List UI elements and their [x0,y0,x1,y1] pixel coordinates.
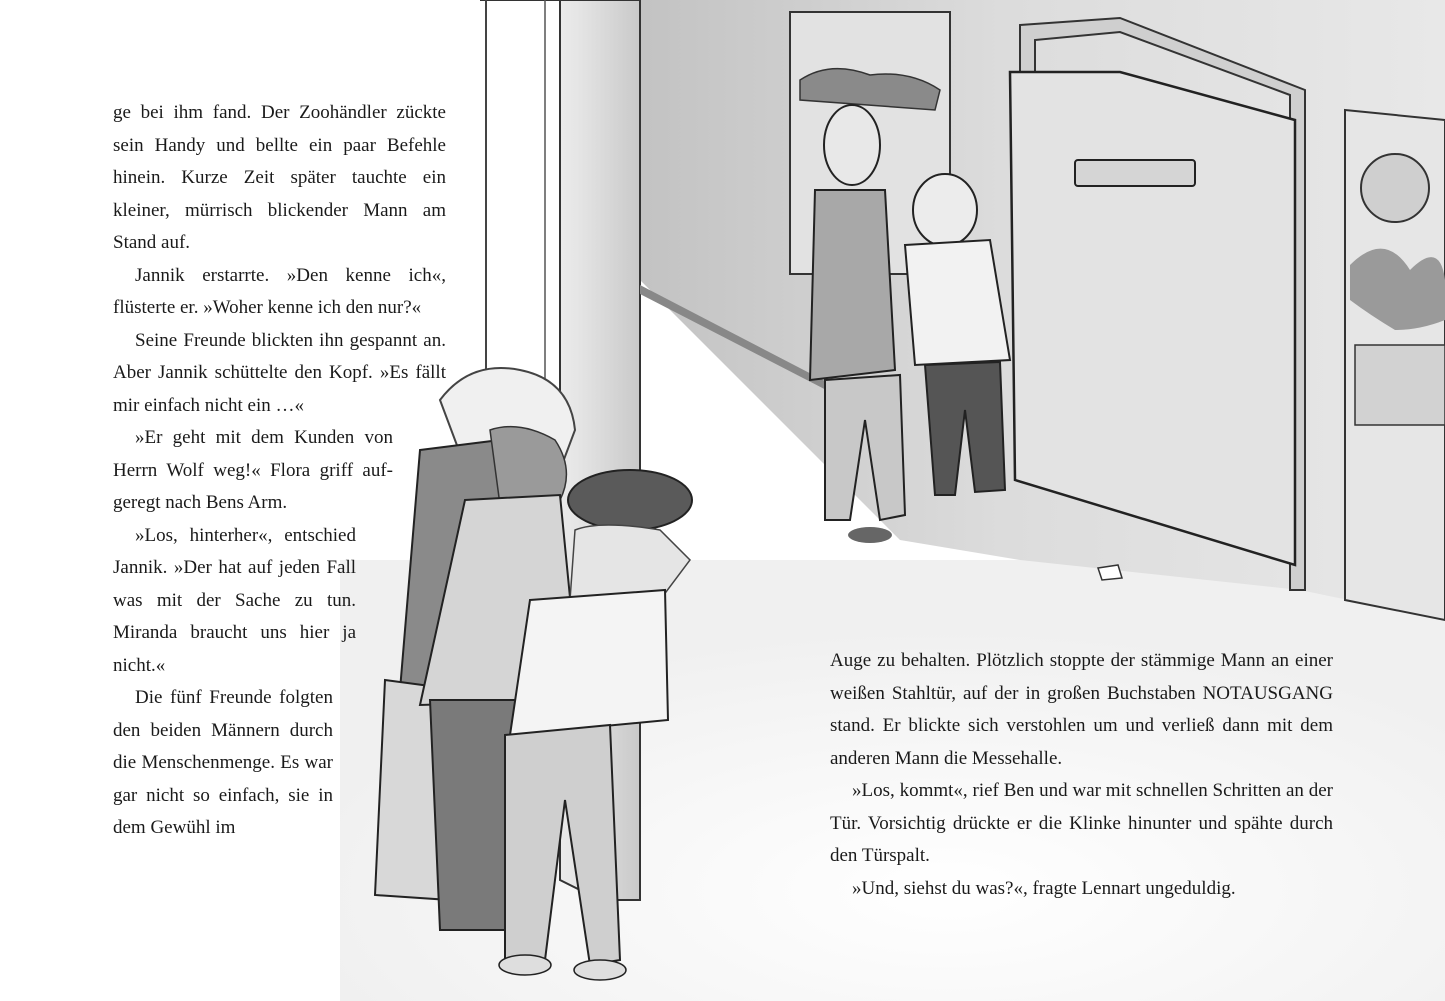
paragraph-5: »Los, hinterher«, entschied Jannik. »Der hat auf jeden Fall was mit der Sache zu tun. Miranda braucht uns hier ja nicht.« [113,524,356,676]
paper-scrap [1098,565,1122,580]
left-page-text [113,97,446,845]
paragraph-8: »Los, kommt«, rief Ben und war mit schnellen Schritten an der Tür. Vorsichtig drückte er die Klinke hinunter und spähte durch den Türspalt. [830,780,1333,866]
exit-door [1010,72,1295,565]
paragraph-1: ge bei ihm fand. Der Zoohändler zückte sein Handy und bellte ein paar Befehle hinein. Kurze Zeit später tauchte ein kleiner, mürrisch blickender Mann am Stand auf. [113,102,446,253]
paragraph-2: Jannik erstarrte. »Den kenne ich«, flüsterte er. »Woher kenne ich den nur?« [113,264,446,318]
paragraph-3: Seine Freunde blickten ihn gespannt an. Aber Jannik schüttelte den Kopf. »Es fällt mir einfach nicht ein …« [113,329,446,416]
paragraph-6: Die fünf Freunde folgten den beiden Männern durch die Menschenmenge. Es war gar nicht so einfach, sie in dem Gewühl im [113,687,333,838]
paragraph-9: »Und, siehst du was?«, fragte Lennart ungeduldig. [852,877,1236,899]
paragraph-7: Auge zu behalten. Plötzlich stoppte der stämmige Mann an einer weißen Stahltür, auf der in großen Buchstaben NOTAUSGANG stand. Er blickte sich verstohlen um und verließ dann mit dem anderen Mann die Messehalle. [830,650,1333,769]
right-page-text [830,645,1333,905]
door-handle-bar [1075,160,1195,186]
paragraph-4: »Er geht mit dem Kunden von Herrn Wolf weg!« Flora griff auf-geregt nach Bens Arm. [113,427,393,513]
